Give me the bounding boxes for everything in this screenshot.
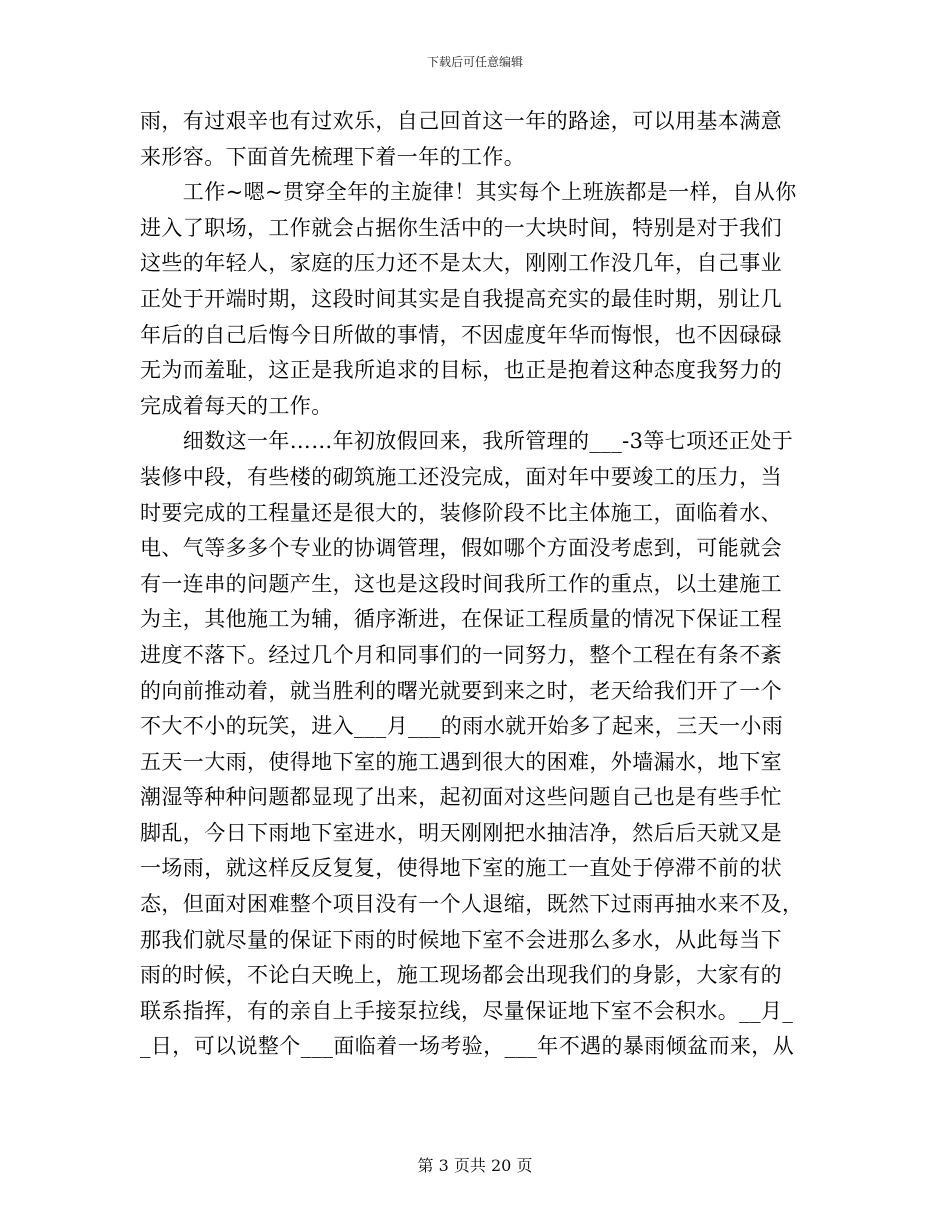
text-line: 雨，有过艰辛也有过欢乐，自己回首这一年的路途，可以用基本满意 [140,109,782,133]
text-line: 潮湿等种种问题都显现了出来，起初面对这些问题自己也是有些手忙 [140,785,782,810]
text-line: 联系指挥，有的亲自上手接泵拉线，尽量保证地下室不会积水。__月_ [140,998,794,1023]
text-line: 进入了职场，工作就会占据你生活中的一大块时间，特别是对于我们 [140,215,782,240]
text-line: 装修中段，有些楼的砌筑施工还没完成，面对年中要竣工的压力，当 [140,464,782,489]
text-line: 的向前推动着，就当胜利的曙光就要到来之时，老天给我们开了一个 [140,678,782,703]
text-line: 雨的时候，不论白天晚上，施工现场都会出现我们的身影，大家有的 [140,963,782,988]
text-line: 态，但面对困难整个项目没有一个人退缩，既然下过雨再抽水来不及， [140,892,804,917]
text-line: 为主，其他施工为辅，循序渐进，在保证工程质量的情况下保证工程 [140,607,782,632]
text-line: 进度不落下。经过几个月和同事们的一同努力，整个工程在有条不紊 [140,642,782,667]
document-body [140,104,810,1065]
text-line: _日，可以说整个___面临着一场考验，___年不遇的暴雨倾盆而来，从 [140,1034,795,1059]
text-line: 正处于开端时期，这段时间其实是自我提高充实的最佳时期，别让几 [140,286,782,311]
text-line: 一场雨，就这样反反复复，使得地下室的施工一直处于停滞不前的状 [140,856,782,881]
text-line: 无为而羞耻，这正是我所追求的目标，也正是抱着这种态度我努力的 [140,358,782,383]
text-line: 年后的自己后悔今日所做的事情，不因虚度年华而悔恨，也不因碌碌 [140,322,782,347]
page-footer: 第 3 页共 20 页 [417,1156,533,1175]
text-line: 不大不小的玩笑，进入___月___的雨水就开始多了起来，三天一小雨 [140,714,784,739]
text-line: 完成着每天的工作。 [140,393,333,418]
text-line: 那我们就尽量的保证下雨的时候地下室不会进那么多水，从此每当下 [140,927,782,952]
text-line: 脚乱，今日下雨地下室进水，明天刚刚把水抽洁净，然后后天就又是 [140,820,782,845]
text-line: 细数这一年……年初放假回来，我所管理的___-3等七项还正处于 [140,429,794,454]
text-line: 这些的年轻人，家庭的压力还不是太大，刚刚工作没几年，自己事业 [140,251,782,276]
text-line: 五天一大雨，使得地下室的施工遇到很大的困难，外墙漏水，地下室 [140,749,782,774]
text-line: 电、气等多多个专业的协调管理，假如哪个方面没考虑到，可能就会 [140,536,782,561]
page-header: 下载后可任意编辑 [426,55,523,69]
text-line: 有一连串的问题产生，这也是这段时间我所工作的重点，以土建施工 [140,571,782,596]
text-line: 工作~嗯~贯穿全年的主旋律！其实每个上班族都是一样，自从你 [140,180,797,205]
text-line: 时要完成的工程量还是很大的，装修阶段不比主体施工，面临着水、 [140,500,782,525]
text-line: 来形容。下面首先梳理下着一年的工作。 [140,144,526,169]
